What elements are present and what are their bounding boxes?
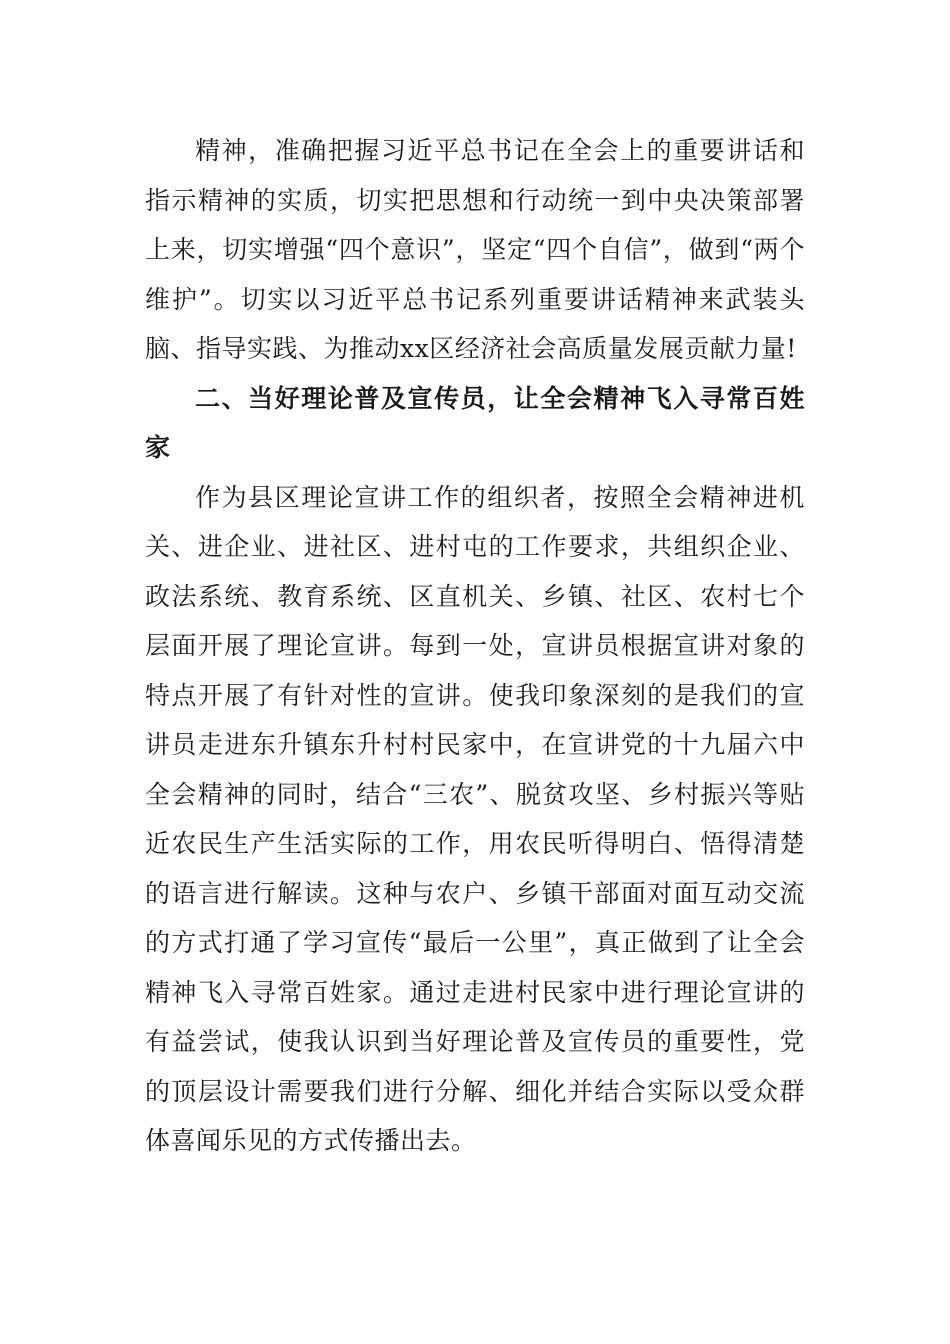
document-page (145, 126, 805, 1166)
section-heading: 二、当好理论普及宣传员，让全会精神飞入寻常百姓家 (145, 383, 805, 462)
body-paragraph: 作为县区理论宣讲工作的组织者，按照全会精神进机关、进企业、进社区、进村屯的工作要求，共组织企业、政法系统、教育系统、区直机关、乡镇、社区、农村七个层面开展了理论宣讲。每到一处，宣讲员根据宣讲对象的特点开展了有针对性的宣讲。使我印象深刻的是我们的宣讲员走进东升镇东升村村民家中，在宣讲党的十九届六中全会精神的同时，结合“三农”、脱贫攻坚、乡村振兴等贴近农民生产生活实际的工作，用农民听得明白、悟得清楚的语言进行解读。这种与农户、乡镇干部面对面互动交流的方式打通了学习宣传“最后一公里”，真正做到了让全会精神飞入寻常百姓家。通过走进村民家中进行理论宣讲的有益尝试，使我认识到当好理论普及宣传员的重要性，党的顶层设计需要我们进行分解、细化并结合实际以受众群体喜闻乐见的方式传播出去。 (145, 482, 805, 1155)
body-paragraph-continued: 精神，准确把握习近平总书记在全会上的重要讲话和指示精神的实质，切实把思想和行动统一到中央决策部署上来，切实增强“四个意识”，坚定“四个自信”，做到“两个维护”。切实以习近平总书记系列重要讲话精神来武装头脑、指导实践、为推动xx区经济社会高质量发展贡献力量! (145, 136, 805, 363)
